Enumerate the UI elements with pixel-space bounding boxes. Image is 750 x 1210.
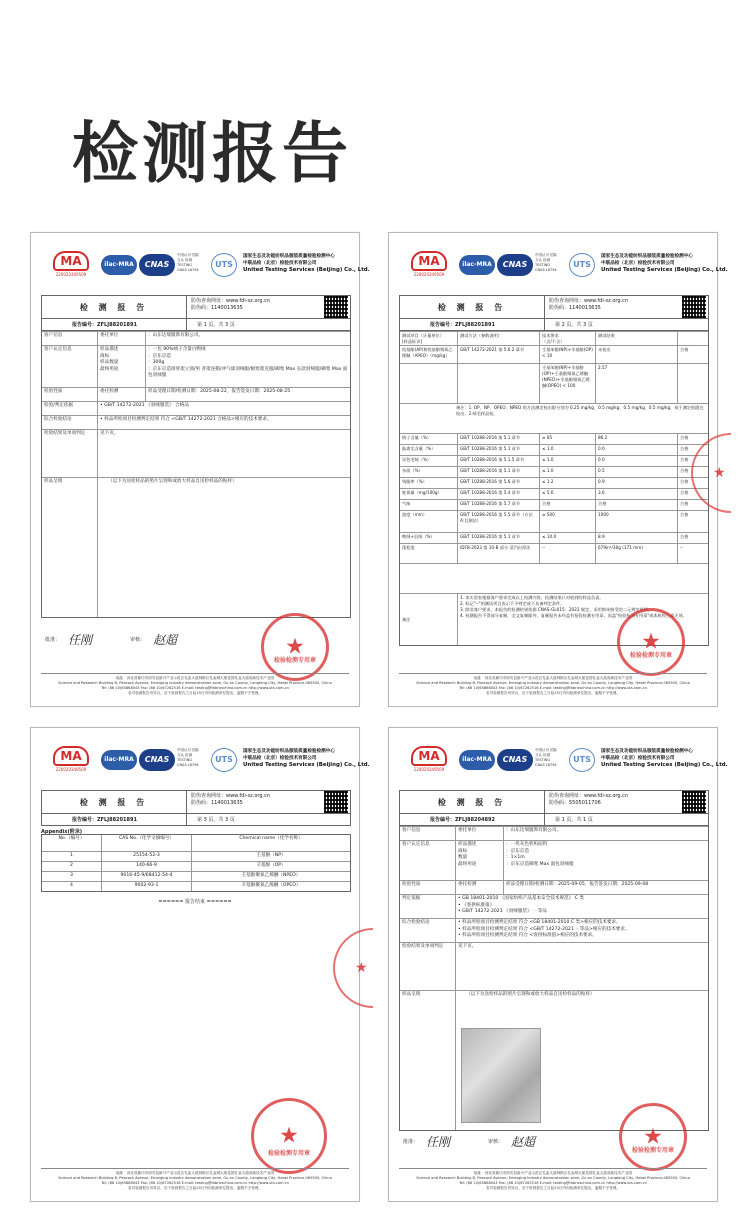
cnas-logo-icon: CNAS bbox=[139, 254, 175, 276]
organization-name: 国家生态及功能纺织品服装质量检验检测中心 中联品检（北京）检验技术有限公司 United Testing Services (Beijing) Co., Ltd. bbox=[601, 254, 728, 273]
ilac-logo-icon: ilac-MRA bbox=[459, 255, 495, 275]
ma-logo-icon: MA 220020349509 bbox=[407, 746, 451, 774]
report-footer: 地址：河北省廊坊市固安县新兴产业示范区孔雀大道林斯区孔雀城大航花园孔雀大道高新技术产业园 Science and Research Building B, Peacock Avenue, Emerging Industry demonstration zone, Gu an County, Langfang City, Hebei Province,065500, China Tel: (86 10)65868043 Fax: (86 10)67262516 E-mail: testing@fabricschina.com.cn http://www.uts.com.cn 若对检测报告有异议，应于收到报告之日起15日内向检测单位提出，逾期不予受理。 bbox=[399, 1168, 707, 1191]
uts-logo-icon: UTS bbox=[569, 748, 595, 772]
qr-code-icon bbox=[324, 791, 348, 813]
report-page-3 bbox=[30, 727, 370, 1202]
anti-fake-code: 防伪码：5505011706 bbox=[549, 800, 601, 806]
notes-text: 1. 本实验室根据客户要求完成以上检测内容，检测结果只对收到的样品负责。 2. 标记"--"的测试项目表示不予判定或不具备判定条件。 3. 除非客户要求，本报告的检测结果依据 CNAS-GL015：2022 规定，采用简单接受的二元判定规则。 4. 检测报告不得部分复制，全文复制除外；复制报告未经盖有检验检测专用章，再盖"检验检测专用章"或本机构公章无效。 bbox=[460, 595, 687, 618]
query-site: 防伪查询网址：www.fdi-sz.org.cn bbox=[191, 793, 271, 799]
report-footer: 地址：河北省廊坊市固安县新兴产业示范区孔雀大道林斯区孔雀城大航花园孔雀大道高新技术产业园 Science and Research Building B, Peacock Avenue, Emerging Industry demonstration zone, Gu an County, Langfang City, Hebei Province,065500, China Tel: (86 10)65868043 Fax: (86 10)67262516 E-mail: testing@fabricschina.com.cn http://www.uts.com.cn 若对检测报告有异议，应于收到报告之日起15日内向检测单位提出，逾期不予受理。 bbox=[41, 673, 349, 696]
anti-fake-code: 防伪码：1140013635 bbox=[549, 305, 601, 311]
appendix-label: Appendix(附录) bbox=[41, 829, 83, 835]
page-title: 检测报告 bbox=[72, 115, 352, 192]
report-number: 报告编号：ZFLJ88204892 bbox=[400, 814, 545, 825]
ilac-logo-icon: ilac-MRA bbox=[101, 750, 137, 770]
report-footer: 地址：河北省廊坊市固安县新兴产业示范区孔雀大道林斯区孔雀城大航花园孔雀大道高新技术产业园 Science and Research Building B, Peacock Avenue, Emerging Industry demonstration zone, Gu an County, Langfang City, Hebei Province,065500, China Tel: (86 10)65868043 Fax: (86 10)67262516 E-mail: testing@fabricschina.com.cn http://www.uts.com.cn 若对检测报告有异议，应于收到报告之日起15日内向检测单位提出，逾期不予受理。 bbox=[41, 1168, 349, 1191]
uts-logo-icon: UTS bbox=[569, 253, 595, 277]
report-header bbox=[49, 251, 370, 285]
checker-signature: 赵超 bbox=[153, 633, 178, 647]
official-stamp: ★ 检验检测专用章 bbox=[261, 613, 329, 681]
signature-row: 批准： 任刚 审核： 赵超 bbox=[45, 633, 178, 647]
anti-fake-code: 防伪码：1140013635 bbox=[191, 305, 243, 311]
ma-logo-icon: MA 220020349509 bbox=[49, 746, 93, 774]
uts-logo-icon: UTS bbox=[211, 748, 237, 772]
page-number: 第 1 页，共 3 页 bbox=[197, 322, 235, 328]
query-site: 防伪查询网址：www.fdi-sz.org.cn bbox=[191, 298, 271, 304]
ilac-logo-icon: ilac-MRA bbox=[459, 750, 495, 770]
report-title: 检 测 报 告 bbox=[42, 791, 187, 813]
report-page-4 bbox=[388, 727, 728, 1202]
report-number: 报告编号：ZFLJ88201891 bbox=[400, 319, 545, 330]
qr-code-icon bbox=[682, 791, 706, 813]
report-header bbox=[407, 251, 728, 285]
cnas-logo-icon: CNAS bbox=[497, 254, 533, 276]
fabric-sample-photo bbox=[461, 1028, 541, 1123]
signature-row: 批准： 任刚 审核： 赵超 bbox=[403, 1135, 536, 1149]
report-header bbox=[407, 746, 728, 780]
page-number: 第 1 页，共 1 页 bbox=[555, 817, 593, 823]
organization-name: 国家生态及功能纺织品服装质量检验检测中心 中联品检（北京）检验技术有限公司 United Testing Services (Beijing) Co., Ltd. bbox=[243, 749, 370, 768]
side-stamp: ★ bbox=[333, 928, 373, 1008]
report-page-1 bbox=[30, 232, 370, 707]
query-site: 防伪查询网址：www.fdi-sz.org.cn bbox=[549, 793, 629, 799]
qr-code-icon bbox=[324, 296, 348, 318]
ma-logo-icon: MA 220020349509 bbox=[407, 251, 451, 279]
approver-signature: 任刚 bbox=[68, 633, 93, 647]
page-number: 第 2 页，共 3 页 bbox=[555, 322, 593, 328]
info-table: 客户信息 委托单位 ：山东达瑞服饰有限公司。 客户认定信息 样品描述 商标 样品数量 最终用途 ：一包 90%绒子含量白鸭绒 ：京东京造 ：300g ：京东京造排骨架立领/男 背架连帽/冲气球羽绒服/极寒派克服/御寒 Max 长款羽绒服/御寒 Max 面包羽绒服 检验性质 委托检测 样品受理日期/检测日期：2025-08-22，报告签发日期：2025-08-25 检验/判定依据 • GB/T 14272-2021 《羽绒服装》 合格品 综合检验结论 • 样品所检项目检测判定结果 符合 <GB/T 14272-2021 合格品>相应的技术要求。 检验结果及单项判定 见下页。 样品呈现 （以下为送检样品的照片呈现和或放大样品自送检样品的贴样） bbox=[41, 331, 351, 618]
ilac-logo-icon: ilac-MRA bbox=[101, 255, 137, 275]
notes-label: 备注 bbox=[400, 594, 458, 645]
official-stamp: ★ 检验检测专用章 bbox=[251, 1098, 327, 1174]
appendix-table: No.（编号） CAS No.（化学文摘编号） Chemical name（化学名称） 1 25154-52-3 壬基酚（NP） 2 140-66-9 辛基酚（OP） 3 9016-45-9/68412-54-4 壬基酚聚氧乙烯醚（NPEO） 4 9002-93-1 辛基酚聚氧乙烯醚（OPEO） bbox=[41, 834, 351, 892]
report-title: 检 测 报 告 bbox=[400, 791, 545, 813]
anti-fake-code: 防伪码：1140013635 bbox=[191, 800, 243, 806]
page-number: 第 3 页，共 3 页 bbox=[197, 817, 235, 823]
accreditation-text: 中国认可 国际互认 检测 TESTING CNAS L8794 bbox=[177, 748, 200, 767]
uts-logo-icon: UTS bbox=[211, 253, 237, 277]
results-table: 测试项目（计量单位） [样品标识] 测试方法（参数说明） 技术要求 （含/不含） 测试结果 烷基酚(AP)和烷基酚聚氧乙烯醚（APEO）（mg/kg） GB/T 14272-2021 第 5.6.2 章节 壬基苯酚(NP)+辛基酚(OP) < 10 未检出 合格 壬基苯酚(NP)+辛基酚(OP)+壬基酚聚氧乙烯醚(NPEO)+辛基酚聚氧乙烯醚(OPEO) < 100 2.57 备注：1. OP、NP、OPEO、NPEO 的方法测定检出限分别为 0.25 mg/kg、0.5 mg/kg、0.5 mg/kg、0.5 mg/kg，低于测定低限在检出。2.绒毛样品检。 绒子含量（%） GB/T 10288-2016 第 5.1 章节 ≥ 85 86.2 合格 陆禽毛含量（%） GB/T 10288-2016 第 5.1 章节 ≤ 1.0 0.0 合格 异色毛绒（%） GB/T 10288-2016 第 5.1.5 章节 ≤ 1.0 0.0 合格 杂质（%） GB/T 10288-2016 第 5.1 章节 ≤ 1.0 0.5 合格 残脂率（%） GB/T 10288-2016 第 5.6 章节 ≤ 1.2 0.9 合格 耗氧量（mg/100g） GB/T 10288-2016 第 5.4 章节 ≤ 5.6 3.6 合格 气味 GB/T 10288-2016 第 5.7 章节 合格 合格 合格 浊度（mm） GB/T 10288-2016 第 5.5 章节（方法 A:目测法） ≥ 500 1000 合格 鸭绒+羽绒（%） GB/T 10288-2016 第 5.1 章节 ≤ 10.0 8.9 合格 蓬松度 IDFB-2023 第 10-B 部分 蒸汽出厚法 -- 679in³/30g (171 mm) -- 备注 1. 本实验室根据客户要求完成以上检测内容，检测结果只对收到的样品负责。 2. 标记"--"的测试项目表示不予判定或不具备判定条件。 3. 除非客户要求，本报告的检测结果依据 CNAS-GL015：2022 规定，采用简单接受的二元判定规则。 4. 检测报告不得部分复制，全文复制除外；复制报告未经盖有检验检测专用章，再盖"检验检测专用章"或本机构公章无效。 bbox=[399, 331, 709, 646]
approver-signature: 任刚 bbox=[426, 1135, 451, 1149]
official-stamp: ★ 检验检测专用章 bbox=[617, 608, 685, 676]
cnas-logo-icon: CNAS bbox=[497, 749, 533, 771]
checker-signature: 赵超 bbox=[511, 1135, 536, 1149]
accreditation-text: 中国认可 国际互认 检测 TESTING CNAS L8794 bbox=[535, 748, 558, 767]
report-page-2 bbox=[388, 232, 728, 707]
qr-code-icon bbox=[682, 296, 706, 318]
side-stamp: ★ bbox=[691, 433, 731, 513]
report-title: 检 测 报 告 bbox=[400, 296, 545, 318]
report-number: 报告编号：ZFLJ88201891 bbox=[42, 814, 187, 825]
accreditation-text: 中国认可 国际互认 检测 TESTING CNAS L8794 bbox=[177, 253, 200, 272]
ma-logo-icon: MA 220020349509 bbox=[49, 251, 93, 279]
info-table: 客户信息 委托单位 ：山东达瑞服饰有限公司。 客户认定信息 样品描述 商标 数量 最终用途 ：一块灰色机织面料 ：京东京造 ：1×1m ：京东京造御寒 Max 面包羽绒服 检验性质 委托检测 样品受理日期/检测日期：2025-09-05，报告签发日期：2025-09-08 判定依据 • GB 18401-2010 《国家纺织产品基本安全技术规范》 C 类 • 《客供标准值》 • GB/T 14272-2021 《羽绒服装》 一等品 综合检验结论 • 样品所检项目检测判定结果 符合 <GB 18401-2010 C 类>相应的技术要求。 • 样品所检项目检测判定结果 符合 <GB/T 14272-2021 一等品>相应的技术要求。 • 样品所检项目检测判定结果 符合 <客供标准值>相应的技术要求。 检验结果及单项判定 见下页。 样品呈现 （以下为送检样品的照片呈现和或放大样品自送检样品的贴样） bbox=[399, 826, 709, 1131]
query-site: 防伪查询网址：www.fdi-sz.org.cn bbox=[549, 298, 629, 304]
accreditation-text: 中国认可 国际互认 检测 TESTING CNAS L8794 bbox=[535, 253, 558, 272]
cnas-logo-icon: CNAS bbox=[139, 749, 175, 771]
report-title: 检 测 报 告 bbox=[42, 296, 187, 318]
end-mark: ====== 报告结束 ====== bbox=[158, 899, 232, 905]
official-stamp: ★ 检验检测专用章 bbox=[619, 1103, 687, 1171]
report-header bbox=[49, 746, 370, 780]
organization-name: 国家生态及功能纺织品服装质量检验检测中心 中联品检（北京）检验技术有限公司 United Testing Services (Beijing) Co., Ltd. bbox=[243, 254, 370, 273]
report-footer: 地址：河北省廊坊市固安县新兴产业示范区孔雀大道林斯区孔雀城大航花园孔雀大道高新技术产业园 Science and Research Building B, Peacock Avenue, Emerging Industry demonstration zone, Gu an County, Langfang City, Hebei Province,065500, China Tel: (86 10)65868043 Fax: (86 10)67262516 E-mail: testing@fabricschina.com.cn http://www.uts.com.cn 若对检测报告有异议，应于收到报告之日起15日内向检测单位提出，逾期不予受理。 bbox=[399, 673, 707, 696]
report-number: 报告编号：ZFLJ88201891 bbox=[42, 319, 187, 330]
organization-name: 国家生态及功能纺织品服装质量检验检测中心 中联品检（北京）检验技术有限公司 United Testing Services (Beijing) Co., Ltd. bbox=[601, 749, 728, 768]
